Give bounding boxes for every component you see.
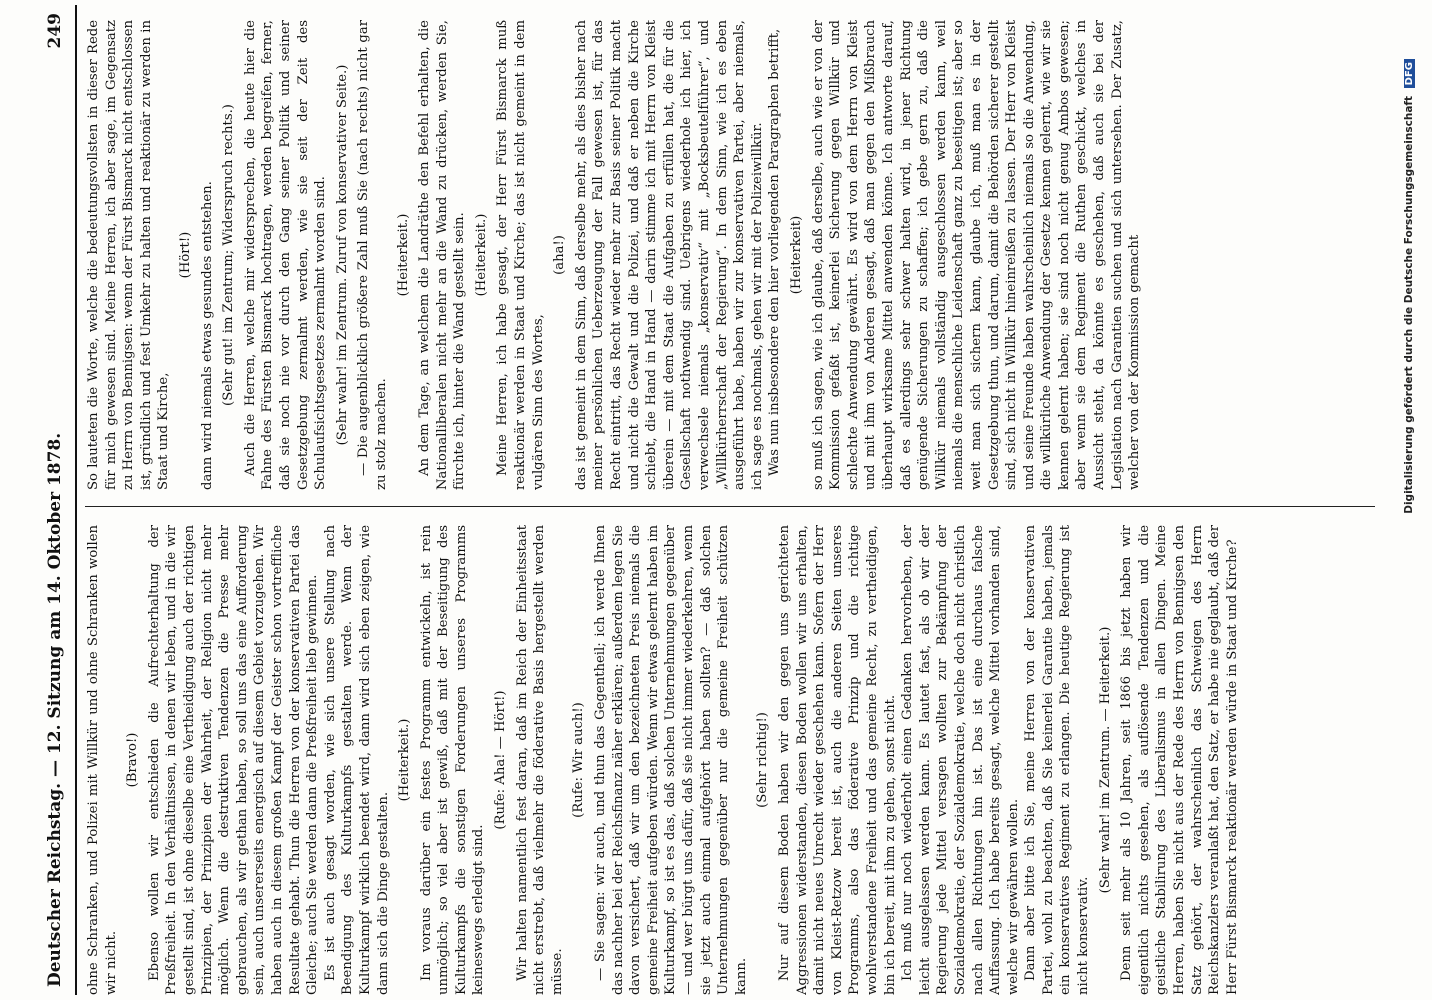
paragraph: Meine Herren, ich habe gesagt, der Herr Fürst Bismarck muß reaktionär werden in Staat und Kirche; das ist nicht gemeint in dem vulgären Sinn des Wortes,	[495, 20, 546, 490]
paragraph: Wir halten namentlich fest daran, daß im Reich der Einheitsstaat nicht erstrebt, daß vielmehr die föderative Basis hergestellt werden müsse.	[514, 525, 565, 995]
paragraph: — Die augenblicklich größere Zahl muß Sie (nach rechts) nicht gar zu stolz machen.	[356, 20, 389, 490]
dfg-logo: DFG	[1404, 59, 1415, 88]
interjection: (Bravo!)	[125, 732, 141, 788]
paragraph: Ich muß nur noch wiederholt einen Gedanken hervorheben, der leicht ausgelassen werden kann. Es lautet fast, als ob wir der Regierung jede Mittel versagen wollten zur Bekämpfung der Sozialdemokratie, der Sozialdemokratie, welche doch nicht christlich nach allen Richtungen hin ist. Das ist eine durchaus falsche Auffassung. Ich habe bereits gesagt, welche Mittel vorhanden sind, welche wir gewähren wollen.	[900, 525, 1021, 995]
interjection: (Sehr gut! im Zentrum; Widerspruch rechts.)	[221, 104, 237, 406]
interjection: (Sehr richtig!)	[755, 712, 771, 808]
paragraph: Nur auf diesem Boden haben wir den gegen uns gerichteten Aggressionen widerstanden, diesen Boden wollen wir uns erhalten, damit nicht neues Unrecht wieder geschehen kann. Sofern der Herr von Kleist-Retzow bereit ist, auch die anderen Seiten unseres Programms, also das föderative Prinzip und die richtige wohlverstandene Freiheit und das gemeine Recht, zu vertheidigen, bin ich bereit, mit ihm zu gehen, sonst nicht.	[776, 525, 898, 995]
paragraph: So lauteten die Worte, welche die bedeutungsvollsten in dieser Rede für mich gewesen sind. Meine Herren, ich aber sage, im Gegensatz zu Herrn von Bennigsen: wenn der Fürst Bismarck nicht entschlossen ist, gründlich und fest Umkehr zu halten und reaktionär zu werden in Staat und Kirche,	[86, 20, 172, 490]
column-divider	[85, 506, 1375, 507]
interjection: (Heiterkeit.)	[397, 718, 413, 802]
interjection: (Rufe: Wir auch!)	[571, 702, 587, 818]
paragraph: Im voraus darüber ein festes Programm entwickeln, ist rein unmöglich; so viel aber ist gewiß, daß mit der Beseitigung des Kulturkampfs die sonstigen Forderungen unseres Programms keineswegs erledigt sind.	[418, 525, 487, 995]
rotated-document-page	[35, 5, 1385, 995]
paragraph: dann wird niemals etwas gesundes entstehen.	[199, 181, 215, 490]
digitization-credit	[1392, 30, 1432, 990]
header-title: Deutscher Reichstag. — 12. Sitzung am 14. Oktober 1878.	[45, 432, 65, 987]
interjection: (Heiterkeit)	[788, 215, 804, 295]
page-number: 249	[45, 13, 65, 49]
interjection: (Heiterkeit.)	[395, 213, 411, 297]
paragraph: — Sie sagen: wir auch, und thun das Gegentheil; ich werde Ihnen das nachher bei der Reichsfinanz näher erklären; außerdem legen Sie davon versichert, daß wir um den bezeichneten Preis niemals die gemeine Freiheit aufgeben würden. Wenn wir etwas gelernt haben im Kulturkampf, so ist es das, daß solchen Unternehmungen gegenüber — und wer bürgt uns dafür, daß sie nicht immer wiederkehren, wenn sie jetzt auch einmal aufgehört haben sollten? — daß solchen Unternehmungen gegenüber nur die gemeine Freiheit schützen kann.	[593, 525, 749, 995]
interjection: (Heiterkeit.)	[473, 213, 489, 297]
interjection: (Sehr wahr! im Zentrum. Zuruf von konservativer Seite.)	[334, 64, 350, 446]
paragraph: Es ist auch gesagt worden, wie sich unsere Stellung nach Beendigung des Kulturkampfs gestalten werde. Wenn der Kulturkampf wirklich beendet wird, dann wird sich eben zeigen, wie dann sich die Dinge gestalten.	[322, 525, 391, 995]
paragraph: Was nun insbesondere den hier vorliegenden Paragraphen betrifft,	[767, 28, 783, 476]
interjection: (aha!)	[552, 235, 568, 275]
paragraph: Denn seit mehr als 10 Jahren, seit 1866 bis jetzt haben wir eigentlich nichts gesehen, als auflösende Tendenzen und die geistliche Stabilirung des Liberalismus in allen Dingen. Meine Herren, haben Sie nicht aus der Rede des Herrn von Bennigsen den Satz gehört, der wahrscheinlich das Schweigen des Herrn Reichskanzlers veranlaßt hat, den Satz, er habe nie geglaubt, daß der Herr Fürst Bismarck reaktionär werden würde in Staat und Kirche?	[1119, 525, 1240, 995]
running-header	[35, 5, 77, 995]
left-text-column	[85, 525, 1375, 995]
paragraph: ohne Schranken, und Polizei mit Willkür und ohne Schranken wollen wir nicht.	[86, 525, 119, 995]
paragraph: An dem Tage, an welchem die Landräthe den Befehl erhalten, die Nationalliberalen nicht mehr an die Wand zu drücken, werden Sie, fürchte ich, hinter die Wand gestellt sein.	[417, 20, 468, 490]
paragraph: Ebenso wollen wir entschieden die Aufrechterhaltung der Preßfreiheit. In den Verhältnissen, in denen wir leben, und in die wir gestellt sind, ist ohne dieselbe eine Vertheidigung auch der richtigen Prinzipien, der Prinzipien der Wahrheit, der Religion nicht mehr möglich. Wenn die destruktiven Tendenzen die Presse mehr gebrauchen, als wir gethan haben, so soll uns das eine Aufforderung sein, auch unsererseits energisch auf diesem Gebiet vorzugehen. Wir haben auch in diesem großen Kampf der Geister schon vortreffliche Resultate gehabt. Thun die Herren von der konservativen Partei das Gleiche; auch Sie werden dann die Preßfreiheit lieb gewinnen.	[146, 525, 321, 995]
interjection: (Rufe: Aha! — Hört!)	[493, 690, 509, 830]
interjection: (Sehr wahr! im Zentrum. — Heiterkeit.)	[1097, 626, 1113, 894]
paragraph: Dann aber bitte ich Sie, meine Herren von der konservativen Partei, wohl zu beachten, daß Sie keinerlei Garantie haben, jemals ein konservatives Regiment zu erlangen. Die heutige Regierung ist nicht konservativ.	[1023, 525, 1092, 995]
credit-text: Digitalisierung gefördert durch die Deutsche Forschungsgemeinschaft	[1403, 96, 1415, 514]
interjection: (Hört!)	[177, 231, 193, 279]
paragraph: Auch die Herren, welche mir widersprechen, die heute hier die Fahne des Fürsten Bismarck hochtragen, werden begreifen, ferner, daß sie noch nie vor durch den Gang seiner Politik und seiner Gesetzgebung zermalmt werden, wie sie seit der Zeit des Schulaufsichtsgesetzes zermalmt worden sind.	[242, 20, 329, 490]
right-text-column	[85, 20, 1375, 490]
paragraph: so muß ich sagen, wie ich glaube, daß derselbe, auch wie er von der Kommission gefaßt ist, keinerlei Sicherung gegen Willkür und schlechte Anwendung gewährt. Es wird von dem Herrn von Kleist und mit ihm von Anderen gesagt, daß man gegen den Mißbrauch überhaupt wirksame Mittel anwenden könne. Ich antworte darauf, daß es allerdings sehr schwer halten wird, in jener Richtung genügende Sicherungen zu schaffen; ich gebe gern zu, daß die Willkür niemals vollständig ausgeschlossen werden kann, weil niemals die menschliche Leidenschaft ganz zu beseitigen ist; aber so weit man sich sichern kann, glaube ich, muß man es in der Gesetzgebung thun, und darum, damit die Behörden sicherer gestellt sind, sich nicht in Willkür hineinreißen zu lassen. Der Herr von Kleist und seine Freunde haben wahrscheinlich niemals so die Anwendung, die willkürliche Anwendung der Gesetze kennen gelernt, wie wir sie kennen gelernt haben; sie sind noch nicht genug Ambos gewesen; aber wenn sie dem Regiment die Ruthen geschickt, welches in Aussicht steht, da könnte es geschehen, daß auch sie bei der Legislation nach Garantien suchen und sich untersehen. Der Zusatz, welcher von der Kommission gemacht	[810, 20, 1143, 490]
paragraph: das ist gemeint in dem Sinn, daß derselbe mehr, als dies bisher nach meiner persönlichen Ueberzeugung der Fall gewesen ist, für das Recht eintritt, das Recht wieder mehr zur Basis seiner Politik macht und nicht die Gewalt und die Polizei, und daß er neben die Kirche schiebt, die Hand in Hand — darin stimme ich mit Herrn von Kleist überein — mit dem Staat die Aufgaben zu erfüllen hat, die für die Gesellschaft nothwendig sind. Uebrigens wiederhole ich hier, ich verwechsele niemals „konservativ“ mit „Bocksbeutelführer“, und „Willkürherrschaft der Regierung“. In dem Sinn, wie ich es eben ausgeführt habe, haben wir zur konservativen Partei, aber niemals, ich sage es nochmals, gehen wir mit der Polizeiwillkür.	[573, 20, 765, 490]
